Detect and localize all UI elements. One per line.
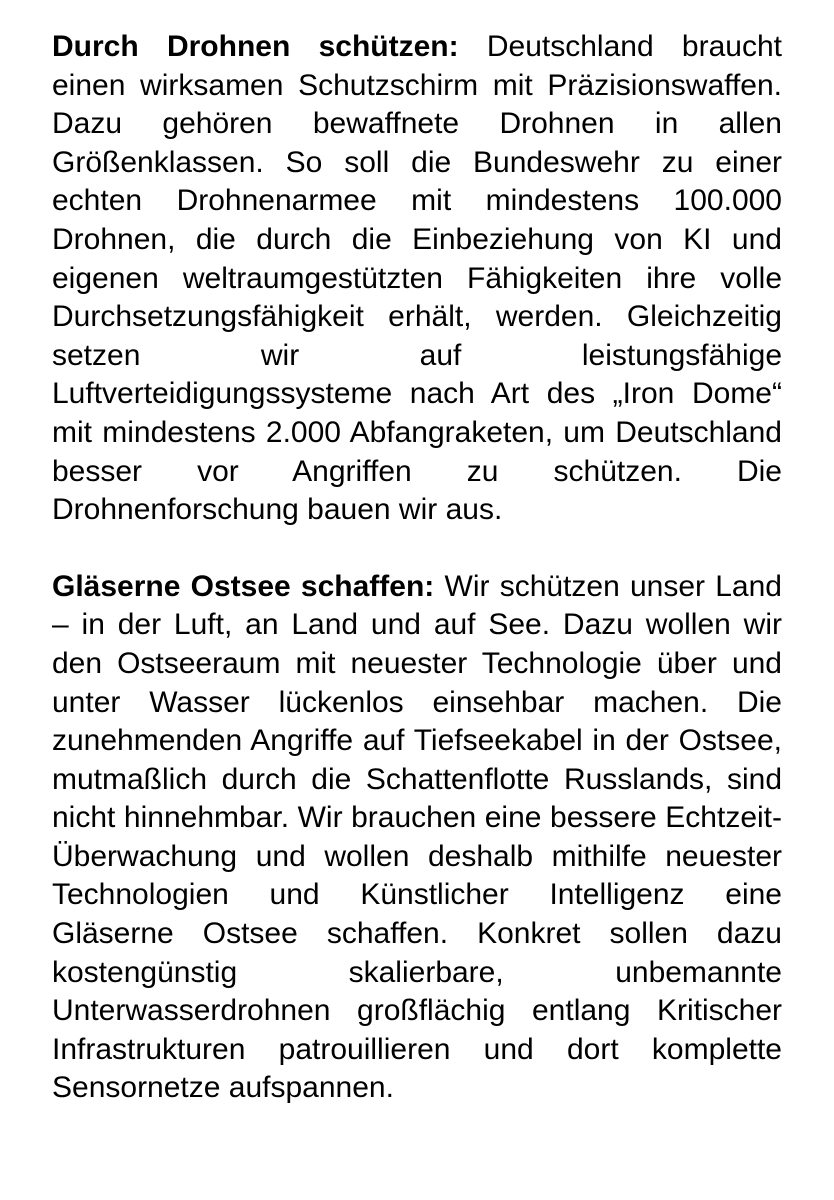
document-page: [52, 28, 782, 1108]
paragraph-ostsee: [52, 568, 782, 1108]
paragraph-body: Wir schützen unser Land – in der Luft, an Land und auf See. Dazu wollen wir den Ostseeraum mit neuester Technologie über und unter Wasser lückenlos einsehbar machen. Die zunehmenden Angriffe auf Tiefseekabel in der Ostsee, mutmaßlich durch die Schattenflotte Russlands, sind nicht hinnehmbar. Wir brauchen eine bessere Echtzeit-Überwachung und wollen deshalb mithilfe neuester Technologien und Künstlicher Intelligenz eine Gläserne Ostsee schaffen. Konkret sollen dazu kostengünstig skalierbare, unbemannte Unterwasserdrohnen großflächig entlang Kritischer Infrastrukturen patrouillieren und dort komplette Sensornetze aufspannen.: [52, 569, 782, 1105]
paragraph-heading: Durch Drohnen schützen:: [52, 30, 459, 63]
paragraph-body: Deutschland braucht einen wirksamen Schutzschirm mit Präzisionswaffen. Dazu gehören bewaffnete Drohnen in allen Größenklassen. So soll die Bundeswehr zu einer echten Drohnenarmee mit mindestens 100.000 Drohnen, die durch die Einbeziehung von KI und eigenen weltraumgestützten Fähigkeiten ihre volle Durchsetzungsfähigkeit erhält, werden. Gleichzeitig setzen wir auf leistungsfähige Luftverteidigungssysteme nach Art des „Iron Dome“ mit mindestens 2.000 Abfangraketen, um Deutschland besser vor Angriffen zu schützen. Die Drohnenforschung bauen wir aus.: [52, 30, 782, 527]
paragraph-drohnen: [52, 28, 782, 530]
paragraph-heading: Gläserne Ostsee schaffen:: [52, 569, 435, 603]
